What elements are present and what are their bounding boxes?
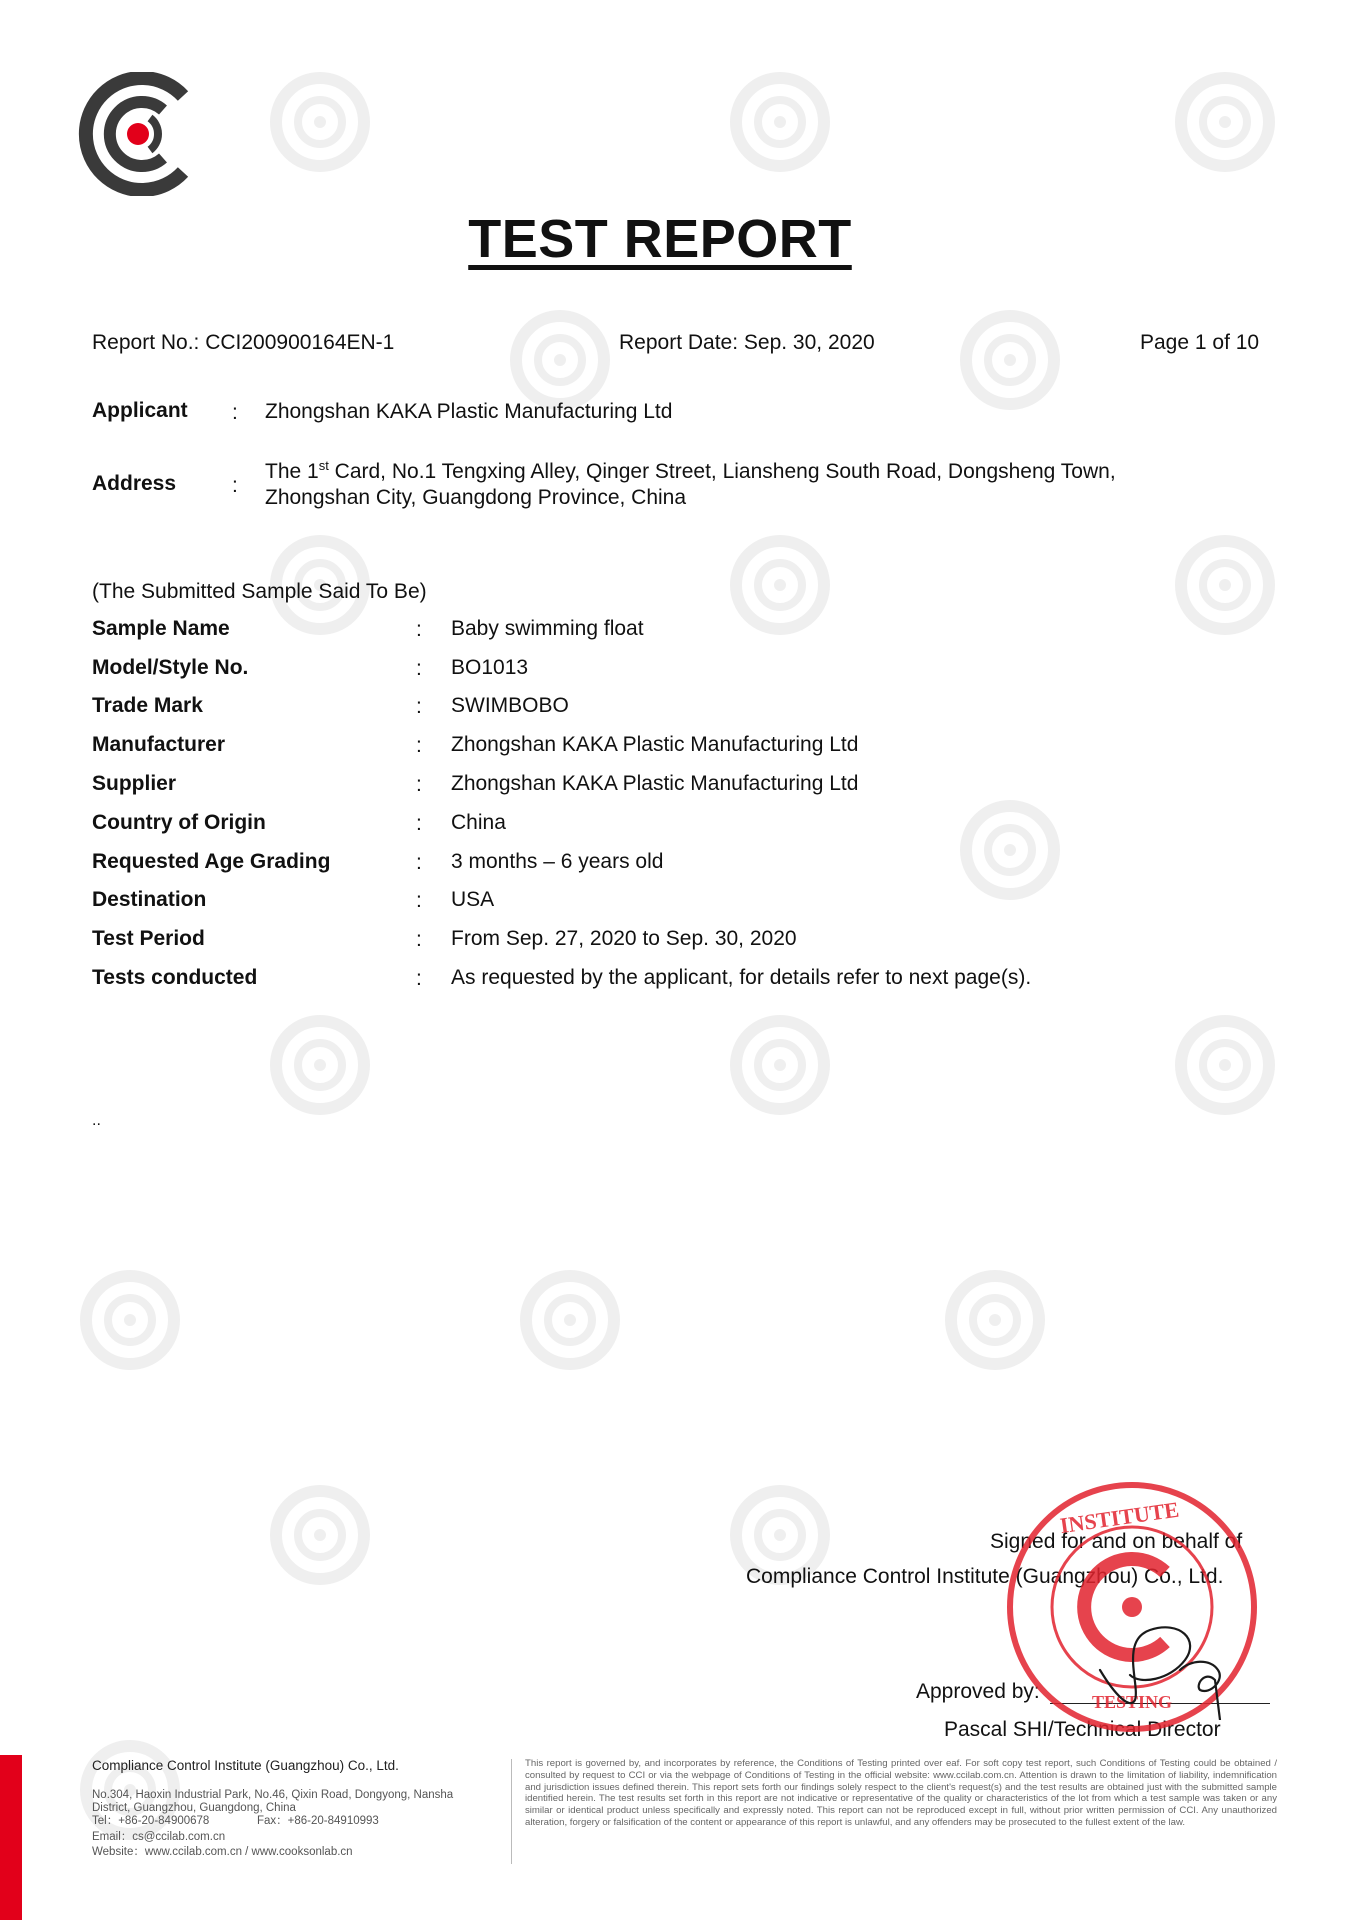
watermark-logo-icon [520,1270,620,1370]
footer-address-1: No.304, Haoxin Industrial Park, No.46, Qixin Road, Dongyong, Nansha [92,1789,454,1801]
field-colon: : [416,967,422,990]
field-label: Manufacturer [92,733,226,756]
field-colon: : [416,695,422,718]
footer-red-bar [0,1755,22,1920]
field-value: 3 months – 6 years old [451,850,664,873]
field-colon: : [416,618,422,641]
watermark-logo-icon [270,72,370,172]
footer-email[interactable]: Email：cs@ccilab.com.cn [92,1831,226,1843]
handwritten-signature-icon [1060,1600,1240,1720]
field-colon: : [416,889,422,912]
field-colon: : [416,773,422,796]
watermark-logo-icon [730,72,830,172]
field-label: Model/Style No. [92,656,249,679]
cci-logo-icon [76,72,200,196]
field-label: Sample Name [92,617,230,640]
field-value: Baby swimming float [451,617,644,640]
watermark-logo-icon [730,1015,830,1115]
field-label: Tests conducted [92,966,258,989]
field-label: Destination [92,888,207,911]
watermark-logo-icon [270,1485,370,1585]
field-value: Zhongshan KAKA Plastic Manufacturing Ltd [451,733,859,756]
address-label: Address [92,472,177,495]
approved-by-label: Approved by: [916,1680,1040,1703]
field-value: BO1013 [451,656,529,679]
address-line-2: Zhongshan City, Guangdong Province, China [265,486,687,509]
field-value: As requested by the applicant, for details refer to next page(s). [451,966,1032,989]
field-label: Requested Age Grading [92,850,331,873]
sample-intro: (The Submitted Sample Said To Be) [92,580,427,603]
signer-name: Pascal SHI/Technical Director [944,1718,1221,1741]
field-colon: : [416,734,422,757]
watermark-logo-icon [270,1015,370,1115]
field-value: SWIMBOBO [451,694,569,717]
watermark-logo-icon [960,800,1060,900]
watermark-logo-icon [510,310,610,410]
applicant-value: Zhongshan KAKA Plastic Manufacturing Ltd [265,400,673,423]
footer-fax: Fax：+86-20-84910993 [257,1815,379,1827]
field-value: USA [451,888,495,911]
field-label: Trade Mark [92,694,203,717]
signing-company: Compliance Control Institute (Guangzhou) Co., Ltd. [746,1565,1224,1588]
footer-company: Compliance Control Institute (Guangzhou) Co., Ltd. [92,1758,399,1773]
applicant-label: Applicant [92,399,188,422]
watermark-logo-icon [1175,1015,1275,1115]
footer-divider [511,1759,512,1864]
svg-text:INSTITUTE: INSTITUTE [1058,1496,1181,1539]
address-line-1: The 1st Card, No.1 Tengxing Alley, Qinger Street, Liansheng South Road, Dongsheng Town, [265,458,1116,483]
field-label: Supplier [92,772,177,795]
footer-website[interactable]: Website：www.ccilab.com.cn / www.cooksonlab.cn [92,1846,353,1858]
report-date: Report Date: Sep. 30, 2020 [619,331,875,354]
watermark-logo-icon [1175,535,1275,635]
signed-behalf-text: Signed for and on behalf of [990,1530,1243,1553]
watermark-logo-icon [945,1270,1045,1370]
field-value: China [451,811,506,834]
page-number: Page 1 of 10 [1140,331,1260,354]
page-title: TEST REPORT [468,209,852,269]
field-colon: : [416,812,422,835]
field-colon: : [416,851,422,874]
address-colon: : [232,474,238,497]
footer-tel: Tel：+86-20-84900678 [92,1815,210,1827]
svg-text:TESTING: TESTING [1091,1692,1173,1712]
applicant-colon: : [232,401,238,424]
field-colon: : [416,928,422,951]
field-value: From Sep. 27, 2020 to Sep. 30, 2020 [451,927,797,950]
watermark-logo-icon [80,1270,180,1370]
watermark-logo-icon [1175,72,1275,172]
field-label: Test Period [92,927,205,950]
field-label: Country of Origin [92,811,266,834]
footer-address-2: District, Guangzhou, Guangdong, China [92,1802,296,1814]
field-value: Zhongshan KAKA Plastic Manufacturing Ltd [451,772,859,795]
watermark-logo-icon [730,535,830,635]
ellipsis-dots: .. [92,1112,101,1129]
report-number: Report No.: CCI200900164EN-1 [92,331,395,354]
field-colon: : [416,657,422,680]
footer-disclaimer: This report is governed by, and incorporates by reference, the Conditions of Testing printed over eaf. For soft copy test report, such Conditions of Testing could be obtained / consulted by request to CCI or via the webpage of Conditions of Testing in the official website: www.ccilab.com.cn. Attention is drawn to the limitation of liability, indemnification and jurisdiction issues defined therein. This report sets forth our findings solely respect to the client's request(s) and the test results are obtained just with the submitted sample identified herein. The test results set forth in this report are not indicative or representative of the quality or characteristics of the lot from which a test sample was taken or any similar or identical product unless specifically and expressly noted. This report can not be reproduced except in full, without prior written permission of CCI. Any unauthorized alteration, forgery or falsification of the content or appearance of this report is unlawful, and any offenders may be prosecuted to the fullest extent of the law. [525,1758,1277,1828]
watermark-logo-icon [960,310,1060,410]
